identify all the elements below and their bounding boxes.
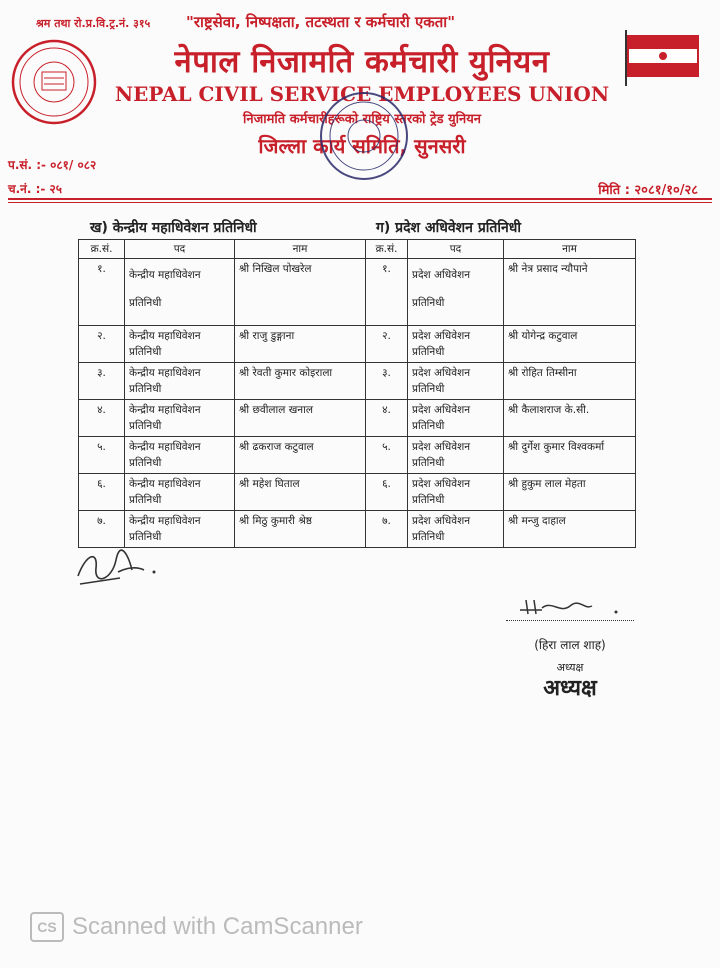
cell-post: केन्द्रीय महाधिवेशन प्रतिनिधी	[125, 326, 235, 363]
cell-post: प्रदेश अधिवेशन प्रतिनिधी	[408, 326, 504, 363]
camscanner-logo-icon: CS	[30, 912, 64, 942]
signatory-role-stamp: अध्यक्ष	[543, 676, 597, 701]
table-header-row	[79, 240, 636, 259]
cell-serial: ७.	[366, 511, 408, 548]
union-seal-icon	[10, 38, 98, 126]
cell-post: केन्द्रीय महाधिवेशन प्रतिनिधी	[125, 474, 235, 511]
col-header-post: पद	[408, 240, 504, 259]
handwritten-signature-icon	[72, 540, 162, 590]
cell-serial: २.	[79, 326, 125, 363]
registration-number: श्रम तथा रो.प्र.वि.ट्र.नं. ३१५	[36, 17, 151, 30]
cell-name: श्री दुर्गेश कुमार विश्वकर्मा	[504, 437, 636, 474]
union-subtitle: निजामति कर्मचारीहरूको राष्ट्रिय स्तरको ट्रेड युनियन	[243, 112, 481, 127]
col-header-name: नाम	[504, 240, 636, 259]
cell-name: श्री निखिल पोखरेल	[235, 259, 366, 326]
cell-post: प्रदेश अधिवेशन प्रतिनिधी	[408, 474, 504, 511]
table-row	[79, 363, 636, 400]
cell-serial: ३.	[366, 363, 408, 400]
table-row	[79, 259, 636, 326]
cell-serial: २.	[366, 326, 408, 363]
cell-name: श्री छवीलाल खनाल	[235, 400, 366, 437]
signatory-role: अध्यक्ष	[556, 661, 584, 674]
cell-serial: ७.	[79, 511, 125, 548]
camscanner-watermark	[30, 912, 363, 942]
union-motto: "राष्ट्रसेवा, निष्पक्षता, तटस्थता र कर्मचारी एकता"	[186, 13, 456, 31]
cell-serial: ६.	[79, 474, 125, 511]
cell-name: श्री रेवती कुमार कोइराला	[235, 363, 366, 400]
reference-number: प.सं. :- ०८१/ ०८२	[8, 158, 97, 172]
cell-name: श्री नेत्र प्रसाद न्यौपाने	[504, 259, 636, 326]
table-row	[79, 474, 636, 511]
cell-post: केन्द्रीय महाधिवेशन प्रतिनिधी	[125, 400, 235, 437]
cell-name: श्री राजु डुङ्गाना	[235, 326, 366, 363]
cell-serial: ४.	[79, 400, 125, 437]
col-header-name: नाम	[235, 240, 366, 259]
union-title-english: NEPAL CIVIL SERVICE EMPLOYEES UNION	[114, 82, 610, 106]
header-divider	[8, 198, 712, 200]
col-header-post: पद	[125, 240, 235, 259]
table-row	[79, 511, 636, 548]
province-convention-heading: ग) प्रदेश अधिवेशन प्रतिनिधी	[376, 220, 522, 236]
union-title-nepali: नेपाल निजामति कर्मचारी युनियन	[174, 44, 550, 80]
cell-post: केन्द्रीय महाधिवेशन प्रतिनिधी	[125, 437, 235, 474]
cell-post: प्रदेश अधिवेशन प्रतिनिधी	[408, 511, 504, 548]
representatives-table	[78, 239, 636, 548]
signatory-name: (हिरा लाल शाह)	[534, 638, 606, 652]
cell-serial: ६.	[366, 474, 408, 511]
letter-date: मिति : २०८१/१०/२८	[598, 183, 698, 198]
cell-serial: ४.	[366, 400, 408, 437]
cell-name: श्री रोहित तिम्सीना	[504, 363, 636, 400]
nepal-flag-icon	[620, 28, 700, 88]
cell-post: प्रदेश अधिवेशन प्रतिनिधी	[408, 437, 504, 474]
cell-name: श्री कैलाशराज के.सी.	[504, 400, 636, 437]
central-convention-heading: ख) केन्द्रीय महाधिवेशन प्रतिनिधी	[90, 220, 257, 236]
cell-serial: ५.	[79, 437, 125, 474]
cell-post: केन्द्रीय महाधिवेशन प्रतिनिधी	[125, 259, 235, 326]
cell-post: प्रदेश अधिवेशन प्रतिनिधी	[408, 400, 504, 437]
cell-post: प्रदेश अधिवेशन प्रतिनिधी	[408, 363, 504, 400]
table-row	[79, 400, 636, 437]
cell-post: केन्द्रीय महाधिवेशन प्रतिनिधी	[125, 511, 235, 548]
cell-serial: ५.	[366, 437, 408, 474]
district-committee: जिल्ला कार्य समिति, सुनसरी	[258, 134, 466, 158]
signature-line	[506, 620, 634, 621]
table-row	[79, 437, 636, 474]
cell-serial: १.	[79, 259, 125, 326]
header-divider-thin	[8, 202, 712, 203]
cell-post: प्रदेश अधिवेशन प्रतिनिधी	[408, 259, 504, 326]
col-header-serial: क्र.सं.	[366, 240, 408, 259]
cell-name: श्री मन्जु दाहाल	[504, 511, 636, 548]
cell-serial: ३.	[79, 363, 125, 400]
cell-name: श्री योगेन्द्र कटुवाल	[504, 326, 636, 363]
cell-serial: १.	[366, 259, 408, 326]
table-row	[79, 326, 636, 363]
cell-name: श्री मिठु कुमारी श्रेष्ठ	[235, 511, 366, 548]
cell-name: श्री ढकराज कटुवाल	[235, 437, 366, 474]
dispatch-number: च.नं. :- २५	[8, 182, 63, 196]
camscanner-text: Scanned with CamScanner	[72, 913, 363, 940]
col-header-serial: क्र.सं.	[79, 240, 125, 259]
cell-post: केन्द्रीय महाधिवेशन प्रतिनिधी	[125, 363, 235, 400]
cell-name: श्री महेश घिताल	[235, 474, 366, 511]
president-signature-icon	[512, 590, 622, 620]
cell-name: श्री हुकुम लाल मेहता	[504, 474, 636, 511]
committee-stamp-icon	[318, 90, 410, 182]
